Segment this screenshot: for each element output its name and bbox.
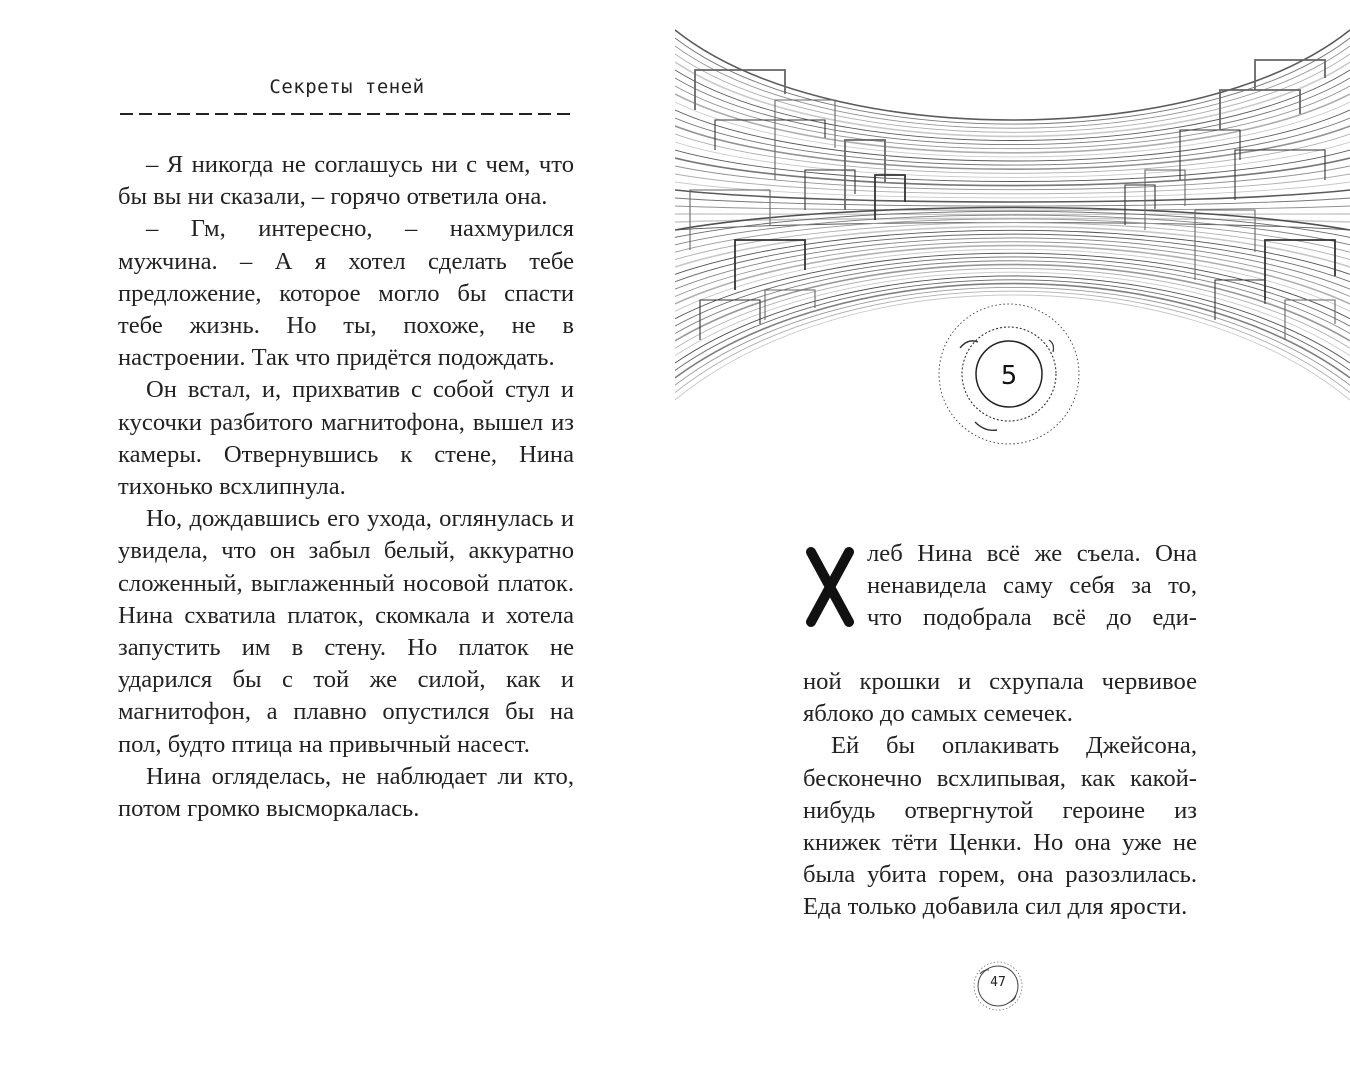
paragraph: ной крошки и схрупала червивое яблоко до самых семечек. xyxy=(803,668,1197,728)
page-number-emblem xyxy=(970,960,1026,1012)
chapter-opening-lines xyxy=(867,538,1197,635)
right-body-text xyxy=(803,666,1197,924)
paragraph: – Гм, интересно, – нахмурился мужчина. – А я хотел сделать тебе предложение, которое могло бы спасти тебе жизнь. Но ты, похоже, не в настроении. Так что придётся подождать. xyxy=(118,215,574,372)
panel-fragment xyxy=(1220,90,1300,130)
tunnel-line-art xyxy=(675,30,1350,400)
paragraph: Нина огляделась, не наблюдает ли кто, потом громко высморкалась. xyxy=(118,762,574,823)
page-number: 47 xyxy=(990,975,1006,990)
tunnel-arc xyxy=(675,253,1350,319)
paragraph: Но, дождавшись его ухода, оглянулась и увидела, что он забыл белый, аккуратно сложенный, выглаженный носовой платок. Нина схватила платок, скомкала и хотела запустить им в стену. Но платок не ударился бы с той же силой, как и магнитофон, а плавно опустился бы на пол, будто птица на привычный насест. xyxy=(118,505,574,758)
tunnel-arc xyxy=(675,150,1350,182)
chapter-header-illustration xyxy=(675,0,1350,470)
paragraph: Ей бы оплакивать Джейсона, бесконечно всхлипывая, как какой-нибудь отвергнутой героине из книжек тёти Ценки. Но она уже не была убита горем, она разозлилась. Еда только добавила сил для ярости. xyxy=(803,732,1197,921)
paragraph: – Я никогда не соглашусь ни с чем, что бы вы ни сказали, – горячо ответила она. xyxy=(118,151,574,211)
tunnel-arc xyxy=(675,234,1350,282)
chapter-number: 5 xyxy=(1000,361,1018,391)
tunnel-arc xyxy=(675,230,1350,274)
tunnel-arc xyxy=(675,219,1350,252)
tunnel-arc xyxy=(675,280,1350,371)
paragraph: Он встал, и, прихватив с собой стул и кусочки разбитого магнитофона, вышел из камеры. Отвернувшись к стене, Нина тихонько всхлипнула. xyxy=(118,376,574,501)
chapter-number-emblem xyxy=(939,304,1079,444)
tunnel-arc xyxy=(675,242,1350,297)
tunnel-arc xyxy=(675,118,1350,165)
opening-line: что подобрала всё до еди- xyxy=(867,604,1197,632)
tunnel-arc xyxy=(675,38,1350,124)
tunnel-arc xyxy=(675,272,1350,355)
running-head: Секреты теней xyxy=(269,76,425,98)
geometric-panels xyxy=(690,60,1335,340)
dashed-rule xyxy=(118,110,576,118)
tunnel-arc xyxy=(675,62,1350,136)
tunnel-arc xyxy=(675,46,1350,128)
left-body-text xyxy=(118,149,574,825)
opening-line: ненавидела саму себя за то, xyxy=(867,572,1197,600)
tunnel-arc xyxy=(675,70,1350,141)
drop-cap-letter xyxy=(802,546,858,628)
tunnel-arc xyxy=(675,276,1350,363)
panel-fragment xyxy=(695,70,785,110)
panel-fragment xyxy=(765,290,815,320)
opening-line: леб Нина всё же съела. Она xyxy=(867,540,1197,567)
tunnel-arc xyxy=(675,142,1350,177)
right-page xyxy=(675,0,1350,1080)
